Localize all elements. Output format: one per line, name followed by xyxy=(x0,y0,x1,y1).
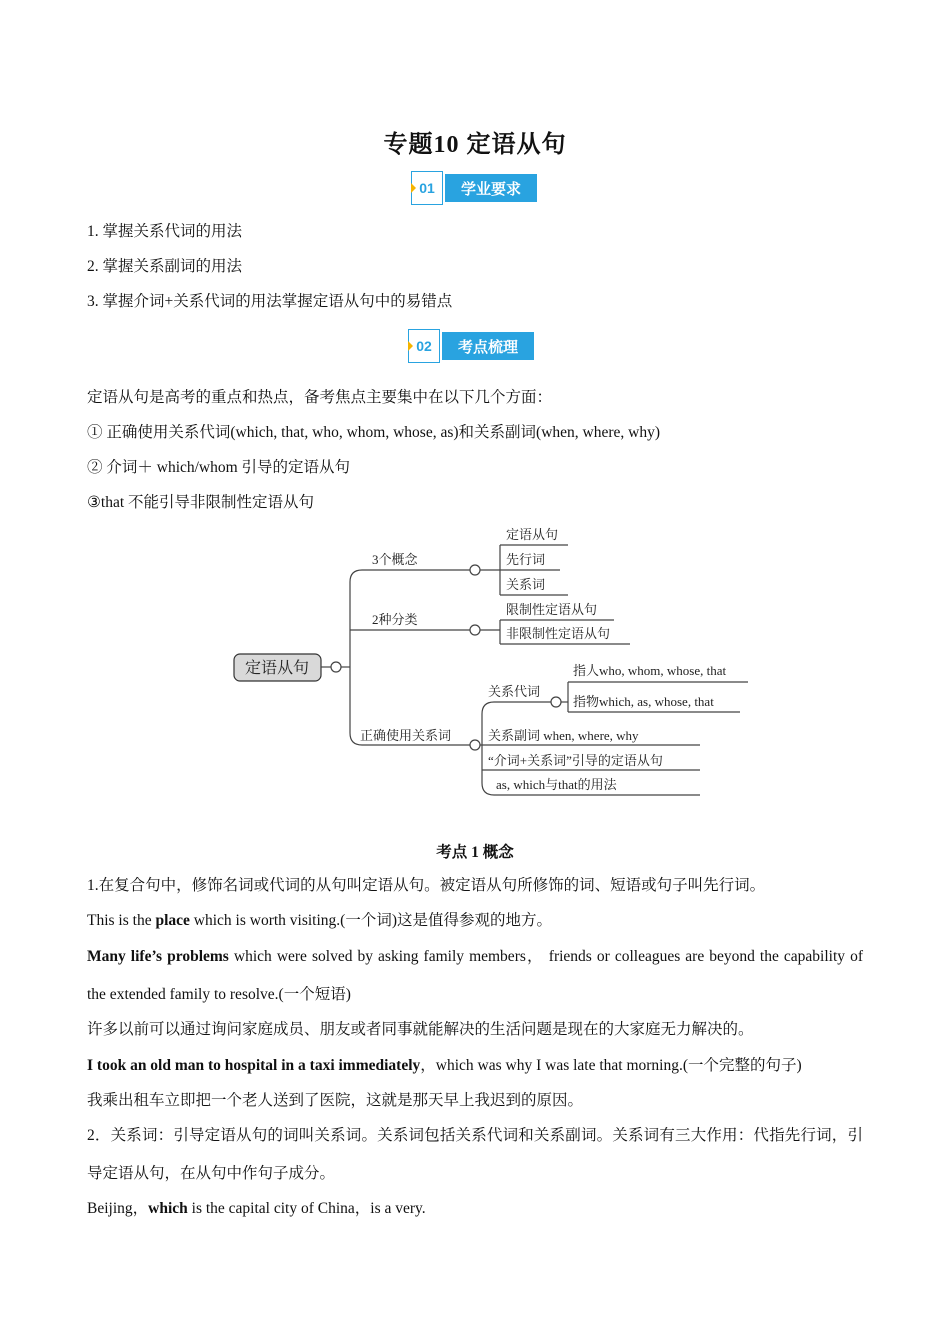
branch-concepts: 3个概念 xyxy=(372,552,418,567)
leaf-usage: “介词+关系词”引导的定语从句 xyxy=(488,753,663,768)
leaf-concept: 定语从句 xyxy=(506,527,559,542)
intro-text: 定语从句是高考的重点和热点，备考焦点主要集中在以下几个方面： xyxy=(87,389,553,406)
example-which: Beijing，which is the capital city of China，is a very. xyxy=(87,1200,426,1217)
leaf-type: 限制性定语从句 xyxy=(506,602,598,617)
leaf-usage: 关系副词 when, where, why xyxy=(488,728,639,743)
example-phrase-translation: 许多以前可以通过询问家庭成员、朋友或者同事就能解决的生活问题是现在的大家庭无力解决的。 xyxy=(87,1021,754,1038)
requirement-item: 3. 掌握介词+关系代词的用法掌握定语从句中的易错点 xyxy=(87,293,453,310)
intro-item: ③that 不能引导非限制性定语从句 xyxy=(87,494,315,511)
example-sentence-translation: 我乘出租车立即把一个老人送到了医院，这就是那天早上我迟到的原因。 xyxy=(87,1092,584,1109)
leaf-concept: 先行词 xyxy=(506,552,546,567)
requirement-item: 1. 掌握关系代词的用法 xyxy=(87,223,243,240)
example-word: This is the place which is worth visiting.(一个词)这是值得参观的地方。 xyxy=(87,912,552,929)
branch-rel-pronoun: 关系代词 xyxy=(488,684,541,699)
example-phrase: Many life’s problems which were solved by asking family members， friends or colleagues are beyond the capability of the extended family to resolve.(一个短语) xyxy=(87,948,863,1003)
intro-item: ① 正确使用关系代词(which, that, who, whom, whose, as)和关系副词(when, where, why) xyxy=(87,424,660,441)
leaf-concept: 关系词 xyxy=(506,577,546,592)
intro-item: ② 介词＋ which/whom 引导的定语从句 xyxy=(87,459,351,476)
mind-map-root: 定语从句 xyxy=(244,660,310,677)
page-title: 专题10 定语从句 xyxy=(383,132,567,158)
requirement-item: 2. 掌握关系副词的用法 xyxy=(87,258,243,275)
section-number: 01 xyxy=(411,171,443,205)
leaf-usage: as, which与that的用法 xyxy=(496,777,617,792)
leaf-type: 非限制性定语从句 xyxy=(506,626,611,641)
section-number: 02 xyxy=(408,329,440,363)
definition-paragraph: 1.在复合句中，修饰名词或代词的从句叫定语从句。被定语从句所修饰的词、短语或句子叫先行词。 xyxy=(87,877,766,894)
section-label: 考点梳理 xyxy=(442,332,534,360)
point-1-heading: 考点 1 概念 xyxy=(436,844,514,861)
relative-word-paragraph: 2．关系词：引导定语从句的词叫关系词。关系词包括关系代词和关系副词。关系词有三大作用：代指先行词，引导定语从句，在从句中作句子成分。 xyxy=(87,1127,863,1182)
branch-types: 2种分类 xyxy=(372,612,418,627)
leaf-pronoun: 指物which, as, whose, that xyxy=(573,694,714,709)
section-label: 学业要求 xyxy=(445,174,537,202)
leaf-pronoun: 指人who, whom, whose, that xyxy=(573,663,727,678)
example-sentence: I took an old man to hospital in a taxi immediately，which was why I was late that morning.(一个完整的句子) xyxy=(87,1057,802,1074)
branch-usage: 正确使用关系词 xyxy=(360,728,452,743)
